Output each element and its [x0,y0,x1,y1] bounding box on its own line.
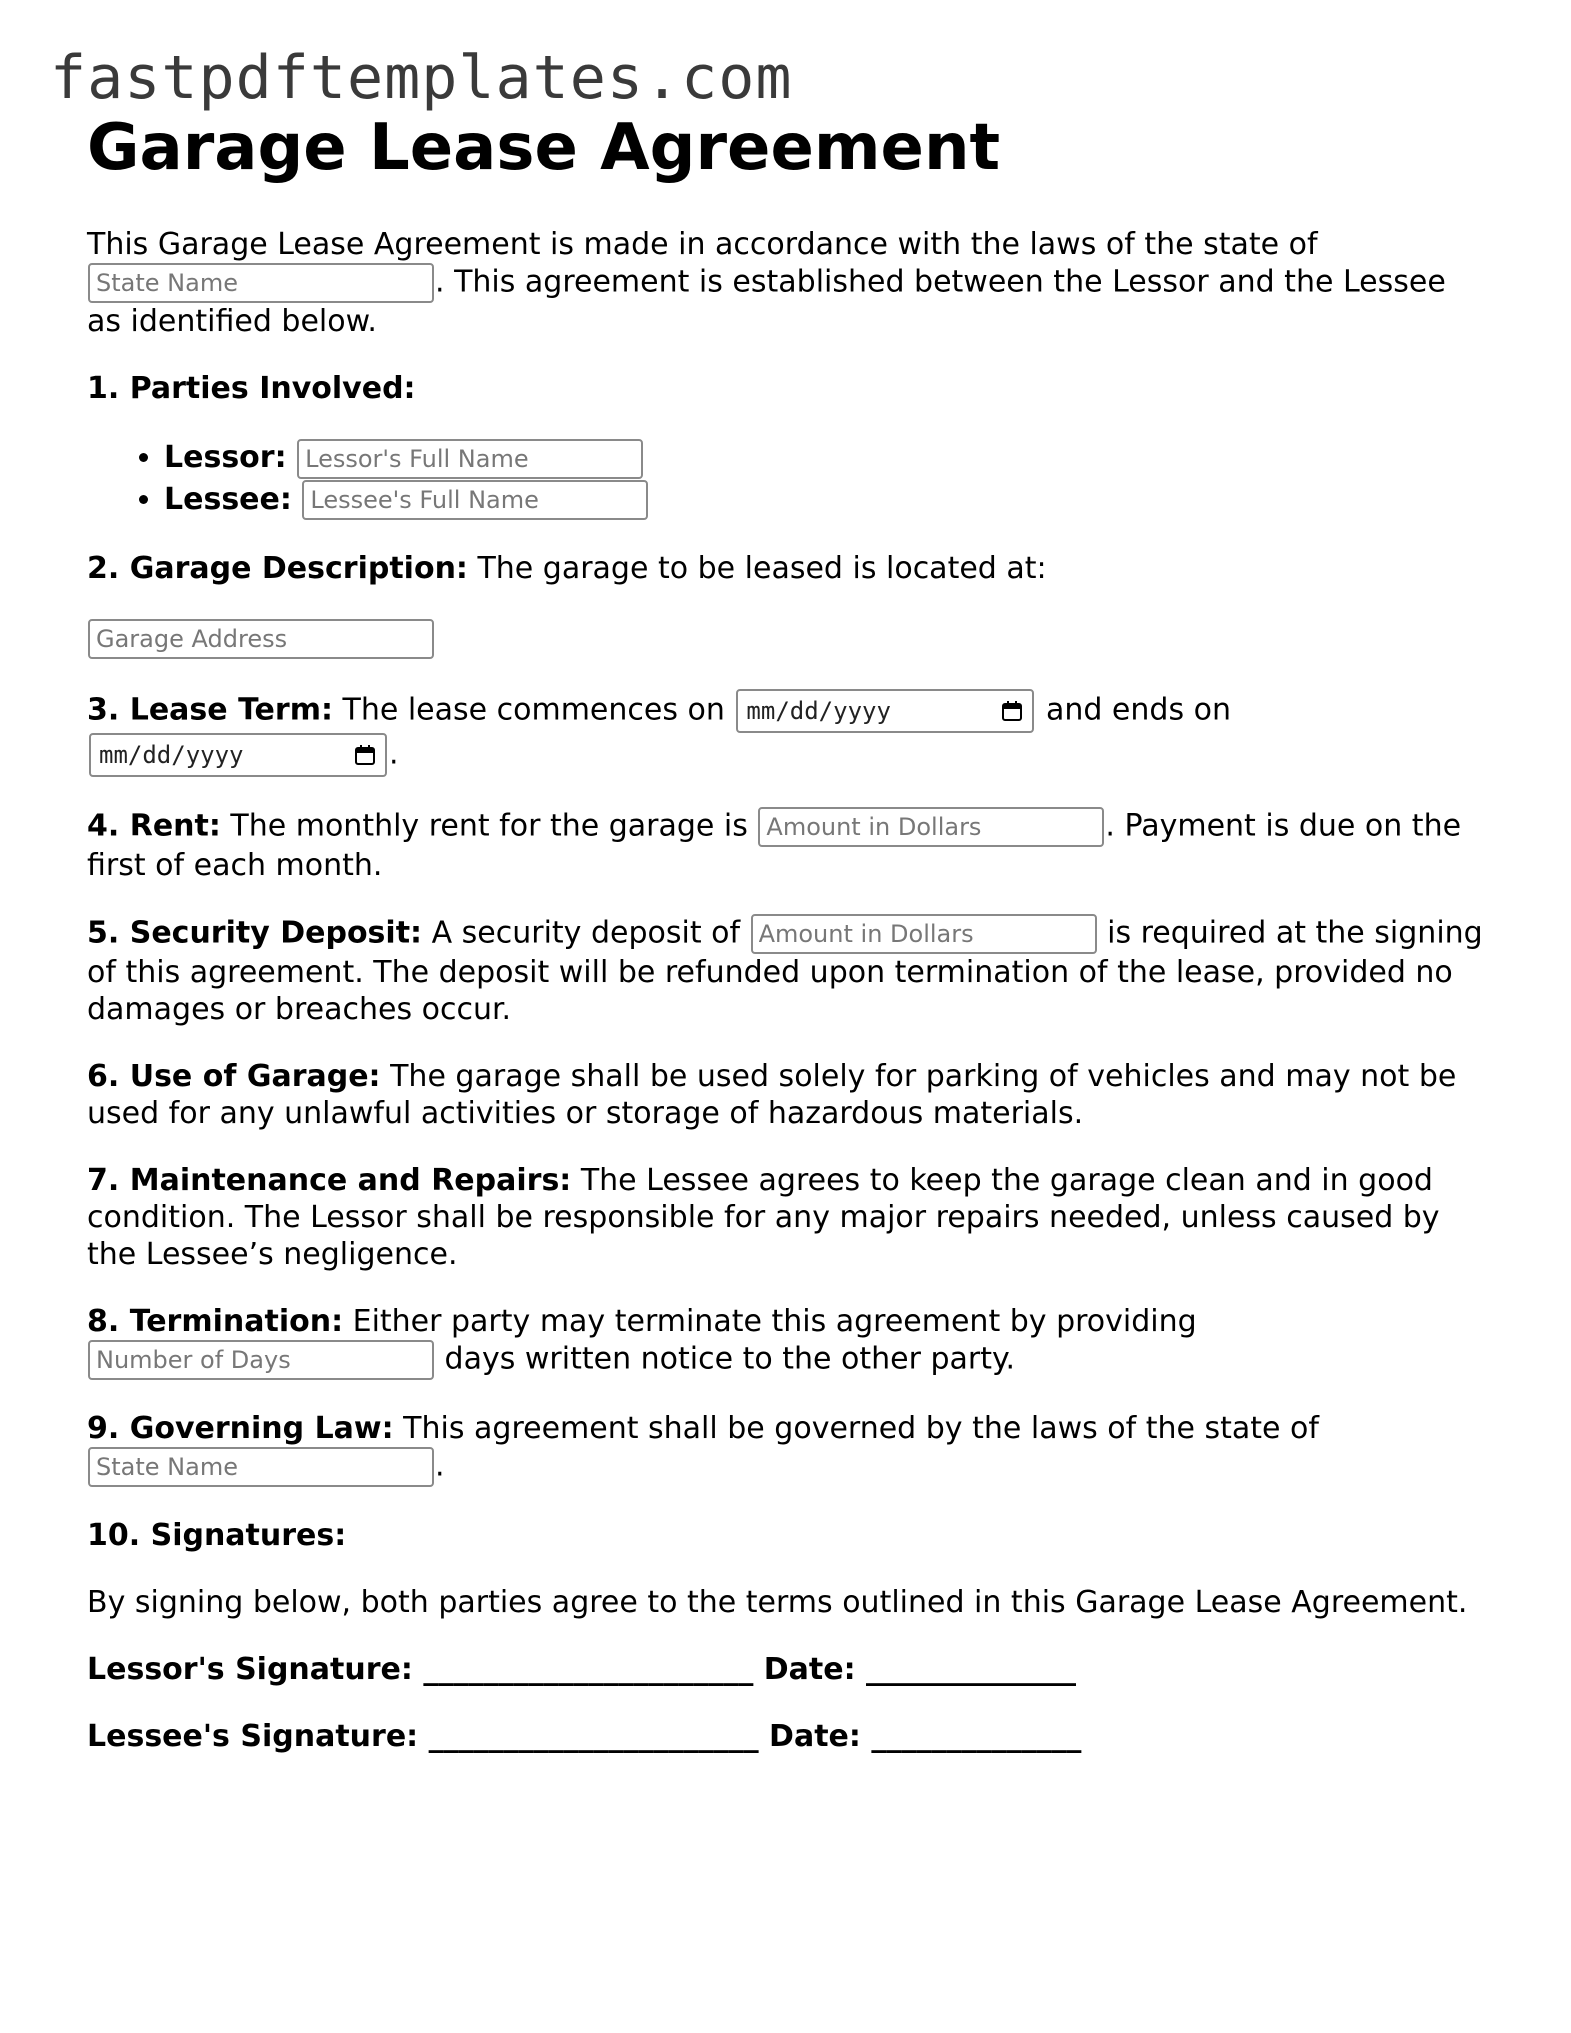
signatures-text: By signing below, both parties agree to the terms outlined in this Garage Lease Agreement. [87,1585,1468,1620]
parties-list [87,437,1487,520]
notice-days-input[interactable] [88,1340,434,1380]
use-heading: 6. Use of Garage: [87,1059,381,1094]
deposit-heading: 5. Security Deposit: [87,915,423,951]
intro-paragraph [87,226,1487,340]
maintenance-text: The Lessee agrees to keep the garage clean and in good condition. The Lessor shall be responsible for any major repairs needed, unless caused by the Lessee’s negligence. [87,1163,1440,1272]
description-heading: 2. Garage Description: [87,551,468,586]
calendar-icon[interactable] [353,743,377,767]
intro-state-input[interactable] [88,263,434,303]
termination-text-b: days written notice to the other party. [435,1341,1015,1377]
lessor-name-input[interactable] [297,439,643,479]
watermark: fastpdftemplates.com [50,43,793,113]
start-date-input[interactable] [736,689,1034,733]
signatures-heading: 10. Signatures: [87,1518,347,1553]
description-text: The garage to be leased is located at: [467,551,1047,586]
governing-text-b: . [435,1448,445,1484]
governing-heading: 9. Governing Law: [87,1411,394,1446]
rent-text-b: . Payment is due on the first of each month. [87,808,1462,883]
lessee-name-input[interactable] [302,480,648,520]
lessor-signature-line: Lessor's Signature: ______________________ Date: ______________ [87,1652,1077,1687]
list-item-lessee [164,479,1487,521]
termination-heading: 8. Termination: [87,1304,344,1339]
use-text: The garage shall be used solely for parking of vehicles and may not be used for any unlawful activities or storage of hazardous materials. [87,1059,1457,1131]
maintenance-heading: 7. Maintenance and Repairs: [87,1163,572,1198]
end-date-value: mm/dd/yyyy [99,740,244,769]
lessor-label: Lessor: [164,440,287,475]
garage-address-input[interactable] [88,619,434,659]
deposit-paragraph [87,914,1487,1028]
page-title: Garage Lease Agreement [87,111,1001,185]
document-body [87,110,1487,1755]
lessee-label: Lessee: [164,481,292,517]
term-text-b: and ends on [1036,692,1231,728]
maintenance-paragraph [87,1162,1487,1273]
governing-paragraph [87,1410,1487,1487]
term-paragraph [87,689,1487,777]
termination-paragraph [87,1303,1487,1380]
governing-text-a: This agreement shall be governed by the laws of the state of [393,1411,1319,1446]
start-date-value: mm/dd/yyyy [746,696,891,725]
termination-text-a: Either party may terminate this agreement by providing [343,1304,1197,1339]
parties-heading: 1. Parties Involved: [87,371,416,406]
deposit-amount-input[interactable] [751,914,1097,954]
address-row [87,619,1487,659]
end-date-input[interactable] [89,733,387,777]
deposit-text-b: is required at the signing of this agreement. The deposit will be refunded upon termination of the lease, provided no damages or breaches occur. [87,915,1483,1027]
use-paragraph [87,1058,1487,1132]
list-item-lessor [164,437,1487,479]
deposit-text-a: A security deposit of [422,915,750,951]
description-paragraph [87,550,1487,587]
rent-amount-input[interactable] [758,807,1104,847]
intro-text-a: This Garage Lease Agreement is made in accordance with the laws of the state of [87,227,1318,262]
intro-text-b: . This agreement is established between the Lessor and the Lessee as identified below. [87,264,1446,339]
rent-heading: 4. Rent: [87,808,221,844]
term-text-a: The lease commences on [332,692,735,728]
lessee-signature-line: Lessee's Signature: ______________________ Date: ______________ [87,1719,1082,1754]
rent-paragraph [87,807,1487,884]
governing-state-input[interactable] [88,1447,434,1487]
rent-text-a: The monthly rent for the garage is [220,808,758,844]
term-text-c: . [389,736,399,772]
term-heading: 3. Lease Term: [87,692,333,728]
calendar-icon[interactable] [1000,699,1024,723]
